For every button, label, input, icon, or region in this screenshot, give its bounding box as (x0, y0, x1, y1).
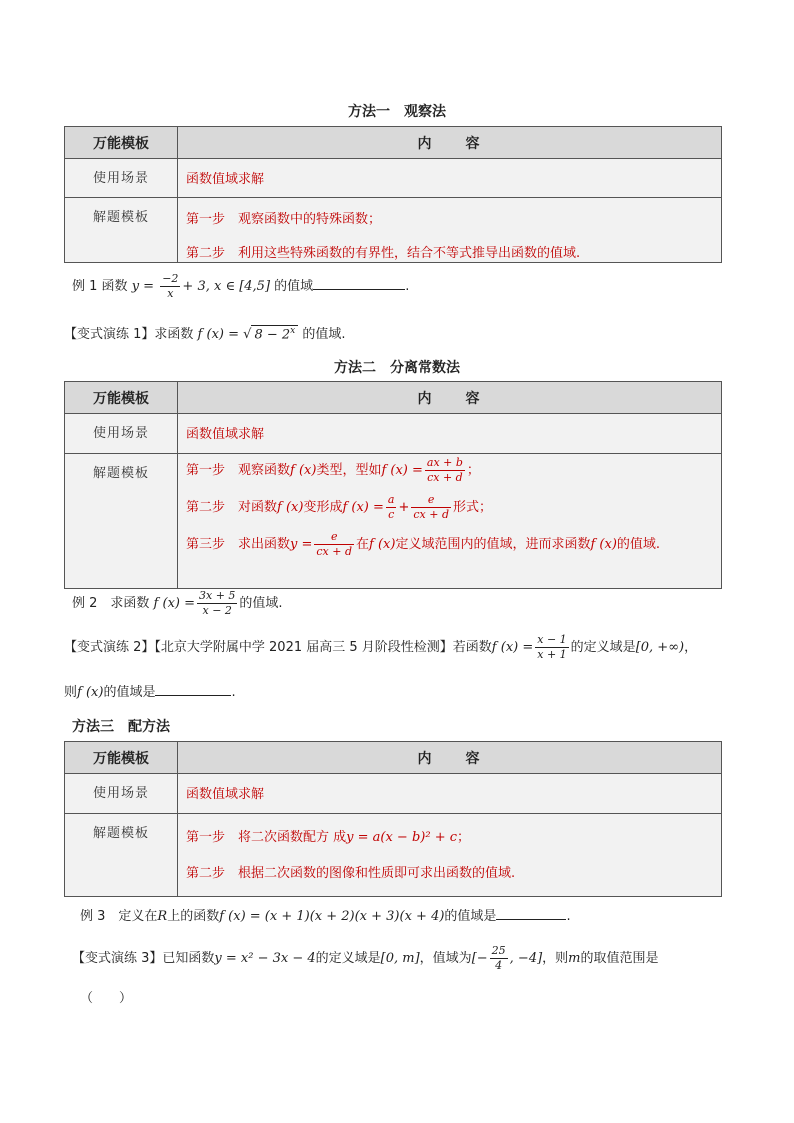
method1-title: 方法一 观察法 (348, 104, 446, 120)
variant3-mid2: ，值域为 (419, 951, 472, 966)
method1-header-content: 内 容 (178, 127, 722, 159)
method2-header-template: 万能模板 (65, 382, 178, 414)
variant1-exp: x (290, 325, 296, 336)
variant2-l2-fx: f (x) (77, 685, 104, 700)
variant1-rad: 8 − 2 (254, 327, 291, 342)
method1-table (64, 126, 722, 263)
m2s1-c: ； (466, 463, 480, 478)
variant2-suffix: 的定义域是 (570, 640, 636, 655)
method2-scene-label: 使用场景 (65, 414, 178, 454)
variant-3 (72, 944, 659, 973)
variant3-lb: [− (471, 951, 488, 966)
variant2-tail: ， (684, 640, 698, 655)
example1-suffix: 的值域 (274, 279, 314, 294)
example3-R: R (157, 909, 168, 924)
variant2-den: x + 1 (537, 648, 567, 661)
variant3-options: （ ） (80, 991, 133, 1006)
m2s2-b: 变形成 (303, 500, 343, 515)
variant2-num: x − 1 (537, 633, 567, 646)
m2s2-frac1 (386, 493, 397, 522)
method1-scene-value: 函数值域求解 (178, 159, 722, 198)
method1-header-template: 万能模板 (65, 127, 178, 159)
method2-step-2 (186, 493, 721, 522)
m2s2-c: 形式； (453, 500, 493, 515)
variant3-num: 25 (491, 944, 506, 957)
m2s1-a: 第一步 观察函数 (186, 463, 291, 478)
example2-prefix: 例 2 求函数 (72, 596, 150, 611)
variant3-rb: , −4] (509, 951, 543, 966)
variant2-end: . (231, 685, 236, 700)
m2s1-num: ax + b (426, 456, 463, 469)
variant2-l2-prefix: 则 (64, 685, 78, 700)
method2-steps-label: 解题模板 (65, 454, 178, 589)
m2s2-d1: c (388, 508, 395, 521)
example1-mid: + 3, x ∈ [4,5] (182, 279, 271, 294)
method3-header-content: 内 容 (178, 742, 722, 774)
m3s1-b: ； (457, 830, 471, 845)
method2-scene-value: 函数值域求解 (178, 414, 722, 454)
example3-eq: f (x) = (x + 1)(x + 2)(x + 3)(x + 4) (219, 909, 445, 924)
method1-steps-label: 解题模板 (65, 198, 178, 263)
m2s1-den: cx + d (427, 471, 463, 484)
method2-table (64, 381, 722, 589)
method2-step-3 (186, 530, 721, 559)
m2s3-fx2: f (x) (590, 537, 617, 552)
method2-title: 方法二 分离常数法 (334, 360, 460, 376)
m2s2-plus: + (398, 500, 410, 515)
example-1: 例 1 函数 y = $\frac{-2}{x}$ + 3, x ∈ [4,5] 的值域 . (72, 272, 410, 300)
variant2-l2-suffix: 的值域是 (103, 685, 156, 700)
m3s1-eq: y = a(x − b)² + c (346, 830, 457, 845)
m2s2-frac2 (411, 493, 451, 522)
m2s3-a: 第三步 求出函数 (186, 537, 291, 552)
variant2-fraction (535, 633, 568, 662)
m2s2-n1: a (387, 493, 395, 506)
m3s1-a: 第一步 将二次函数配方 成 (186, 830, 347, 845)
m2s3-c: 定义域范围内的值域，进而求函数 (395, 537, 591, 552)
variant3-den: 4 (495, 959, 503, 972)
method3-scene-label: 使用场景 (65, 774, 178, 814)
m2s1-frac (425, 456, 465, 485)
example1-prefix: 例 1 函数 (72, 279, 128, 294)
example3-end: . (566, 909, 571, 924)
method3-steps-label: 解题模板 (65, 814, 178, 897)
method3-steps (178, 814, 722, 897)
method1-step-2: 第二步 利用这些特殊函数的有界性，结合不等式推导出函数的值域. (186, 246, 581, 261)
variant1-prefix: 【变式演练 1】求函数 (64, 327, 194, 342)
example3-prefix: 例 3 定义在 (80, 909, 158, 924)
m2s1-fx: f (x) (290, 463, 317, 478)
variant3-eq: y = x² − 3x − 4 (214, 951, 316, 966)
example-3 (80, 905, 571, 924)
example1-end: . (405, 279, 410, 294)
m2s1-fx2: f (x) = (381, 463, 423, 478)
variant-2-line-2 (64, 681, 236, 700)
method3-step-2: 第二步 根据二次函数的图像和性质即可求出函数的值域. (186, 866, 516, 881)
method2-steps (178, 454, 722, 589)
example2-den: x − 2 (202, 604, 232, 617)
answer-blank-3[interactable] (496, 907, 566, 920)
example2-suffix: 的值域. (239, 596, 283, 611)
method3-table (64, 741, 722, 897)
example1-fraction (160, 272, 180, 301)
m2s3-frac (314, 530, 354, 559)
method3-scene-value: 函数值域求解 (178, 774, 722, 814)
variant3-suffix: 的取值范围是 (580, 951, 659, 966)
m2s3-y: y = (290, 537, 313, 552)
variant2-prefix: 【变式演练 2】【北京大学附属中学 2021 届高三 5 月阶段性检测】若函数 (64, 640, 492, 655)
m2s2-fx: f (x) (277, 500, 304, 515)
answer-blank-2[interactable] (155, 683, 231, 696)
example-2 (72, 589, 283, 618)
variant1-radicand (251, 325, 298, 342)
answer-blank-1[interactable] (313, 277, 405, 290)
example2-fraction (197, 589, 237, 618)
method1-step-1: 第一步 观察函数中的特殊函数； (186, 212, 382, 227)
variant-1: 【变式演练 1】求函数 f (x) = √ $8 - 2^x$ 的值域. (64, 325, 346, 342)
m2s2-d2: cx + d (413, 508, 449, 521)
m2s3-den: cx + d (316, 545, 353, 558)
m2s3-d: 的值域. (616, 537, 661, 552)
variant1-fx: f (x) = (197, 327, 239, 342)
m2s2-fx2: f (x) = (342, 500, 384, 515)
example2-num: 3x + 5 (199, 589, 236, 602)
variant-2 (64, 633, 697, 662)
method2-step-1 (186, 456, 721, 485)
m2s1-b: 类型，型如 (316, 463, 382, 478)
variant3-fraction (490, 944, 508, 973)
variant2-fx: f (x) = (491, 640, 534, 655)
method3-step-1 (186, 826, 721, 845)
m2s2-n2: e (411, 493, 451, 508)
example1-num: −2 (162, 272, 179, 285)
m2s3-b: 在 (356, 537, 370, 552)
example3-mid: 上的函数 (167, 909, 220, 924)
method3-title: 方法三 配方法 (72, 719, 170, 735)
method1-scene-label: 使用场景 (65, 159, 178, 198)
variant3-domain: [0, m] (380, 951, 420, 966)
variant3-m: m (568, 951, 581, 966)
m2s2-a: 第二步 对函数 (186, 500, 278, 515)
method1-steps (178, 198, 722, 263)
variant3-prefix: 【变式演练 3】已知函数 (72, 951, 215, 966)
variant3-mid3: ，则 (542, 951, 569, 966)
example3-suffix: 的值域是 (444, 909, 497, 924)
example1-den: x (167, 287, 174, 300)
m2s3-num: e (314, 530, 354, 545)
variant2-domain: [0, +∞) (635, 640, 685, 655)
variant1-suffix: 的值域. (302, 327, 346, 342)
example2-fx: f (x) = (153, 596, 195, 611)
variant3-mid: 的定义域是 (315, 951, 381, 966)
method2-header-content: 内 容 (178, 382, 722, 414)
method3-header-template: 万能模板 (65, 742, 178, 774)
m2s3-fx: f (x) (369, 537, 396, 552)
